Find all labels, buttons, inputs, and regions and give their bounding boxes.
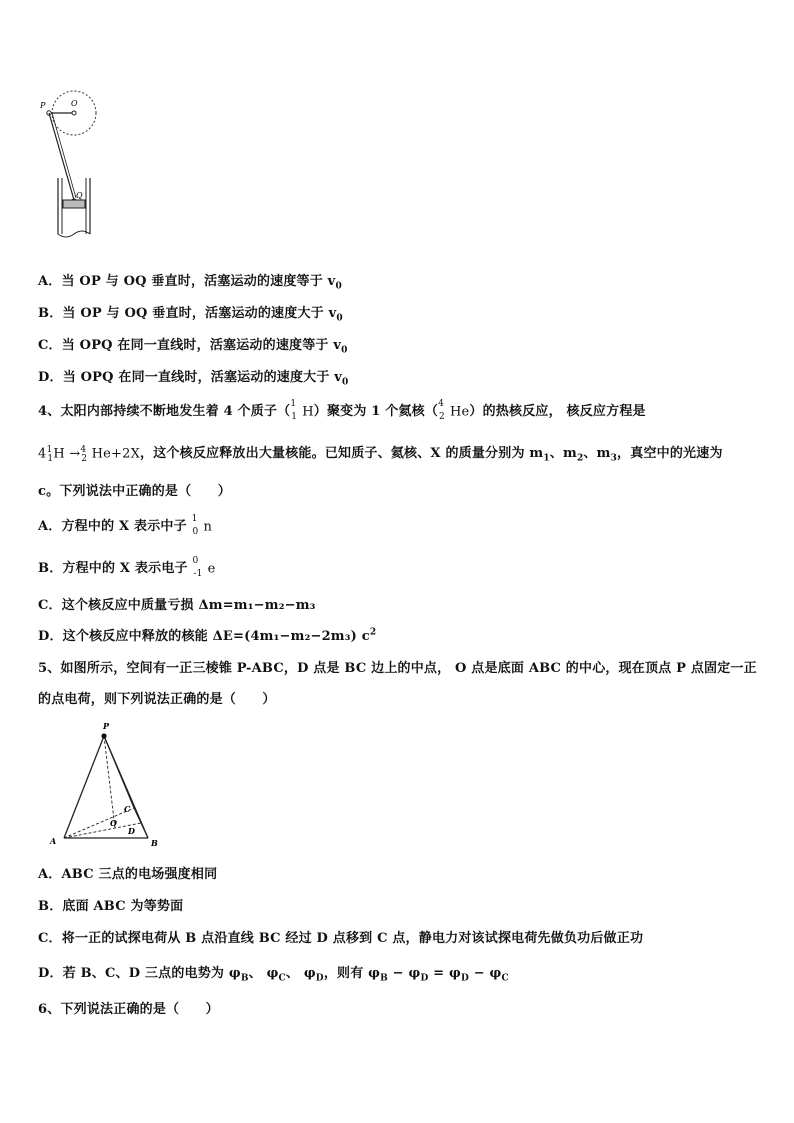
label-o: O [110,818,117,828]
label-d: D [128,826,135,836]
pyramid-figure [46,720,166,850]
label-b: B [151,838,158,848]
crank-piston-figure [36,88,106,248]
q4-option-c: C．这个核反应中质量亏损 Δm=m₁−m₂−m₃ [38,598,316,613]
q5-option-c: C．将一正的试探电荷从 B 点沿直线 BC 经过 D 点移到 C 点，静电力对该试探电荷先做负功后做正功 [38,931,644,946]
q4-option-b: B．方程中的 X 表示电子 $^0_{-1}$ e [38,555,216,579]
q4-stem-line3: c。下列说法中正确的是（ ） [38,484,231,499]
q4-option-a: A．方程中的 X 表示中子 $^1_0$ n [38,513,213,537]
q3-option-c: C．当 OPQ 在同一直线时，活塞运动的速度等于 $v_0$ [38,338,348,356]
q5-option-a: A．ABC 三点的电场强度相同 [38,867,218,882]
q5-option-b: B．底面 ABC 为等势面 [38,899,184,914]
q4-stem-line2: $4^1_1H \to^4_2$ He+2X，这个核反应释放出大量核能。已知质子、氦核、X 的质量分别为 $m_1$、$m_2$、$m_3$，真空中的光速为 [38,444,723,464]
q5-stem-line2: 的点电荷，则下列说法正确的是（ ） [38,692,276,707]
q4-stem-line1: 4、太阳内部持续不断地发生着 4 个质子（$^1_1$ H）聚变为 1 个氦核（$^4_2$ He）的热核反应， 核反应方程是 [38,398,646,422]
proton-nuclide: $^1_1$ H [290,398,314,422]
point-o [72,111,76,115]
piston [63,200,85,208]
q5-option-d: D．若 B、C、D 三点的电势为 $\varphi_B$、 $\varphi_C$、 $\varphi_D$，则有 $\varphi_B - \varphi_D = \varphi_D - \varphi_C$ [38,966,509,984]
q6-stem: 6、下列说法正确的是（ ） [38,1002,219,1017]
edge-pa [64,736,104,838]
label-c: C [124,804,131,814]
label-a: A [50,836,57,846]
label-q: Q [76,191,83,200]
q3-option-b: B．当 OP 与 OQ 垂直时，活塞运动的速度大于 $v_0$ [38,306,343,324]
q4-option-d: D．这个核反应中释放的核能 ΔE=(4m₁−m₂−2m₃) $c^2$ [38,627,377,644]
q5-stem-line1: 5、如图所示，空间有一正三棱锥 P-ABC，D 点是 BC 边上的中点， O 点是底面 ABC 的中心，现在顶点 P 点固定一正 [38,661,757,676]
label-p: P [40,101,46,110]
q3-option-d: D．当 OPQ 在同一直线时，活塞运动的速度大于 $v_0$ [38,370,349,388]
apex-p [101,733,106,738]
label-p: P [103,721,110,731]
q3-option-a: A．当 OP 与 OQ 垂直时，活塞运动的速度等于 $v_0$ [38,274,342,292]
helium-nuclide: $^4_2$ He [438,398,470,422]
label-o: O [71,99,78,108]
reaction-equation: $4^1_1H \to^4_2$ He+2X [38,444,141,464]
